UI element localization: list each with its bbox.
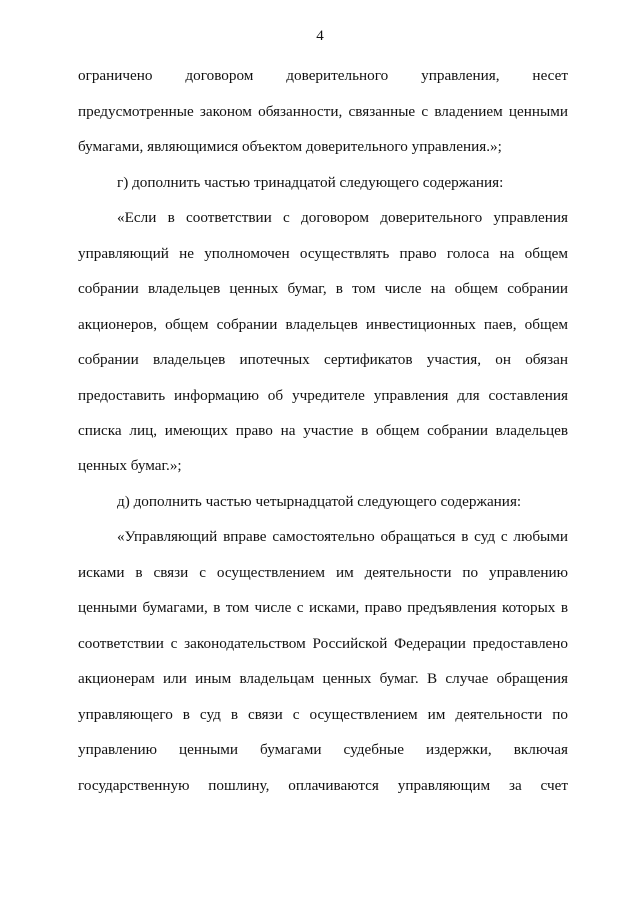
text-line: ограничено договором доверительного управления, несет: [78, 67, 568, 84]
text-line: государственную пошлину, оплачиваются управляющим за счет: [78, 777, 568, 794]
text-line: г) дополнить частью тринадцатой следующего содержания:: [117, 174, 504, 191]
text-line: управлению ценными бумагами судебные издержки, включая: [78, 741, 568, 758]
text-line: предоставить информацию об учредителе управления для составления: [78, 387, 568, 404]
text-line: списка лиц, имеющих право на участие в общем собрании владельцев: [78, 422, 568, 439]
text-line: соответствии с законодательством Российской Федерации предоставлено: [78, 635, 568, 652]
text-line: «Управляющий вправе самостоятельно обращаться в суд с любыми: [117, 528, 568, 545]
text-line: ценными бумагами, в том числе с исками, право предъявления которых в: [78, 599, 568, 616]
text-line: ценных бумаг.»;: [78, 457, 182, 474]
page-number: 4: [316, 28, 324, 44]
text-line: управляющий не уполномочен осуществлять право голоса на общем: [78, 245, 568, 262]
text-line: «Если в соответствии с договором доверительного управления: [117, 209, 568, 226]
text-line: собрании владельцев ценных бумаг, в том числе на общем собрании: [78, 280, 568, 297]
text-line: управляющего в суд в связи с осуществлением им деятельности по: [78, 706, 568, 723]
text-line: акционерам или иным владельцам ценных бумаг. В случае обращения: [78, 670, 568, 687]
text-line: собрании владельцев ипотечных сертификатов участия, он обязан: [78, 351, 568, 368]
text-line: д) дополнить частью четырнадцатой следующего содержания:: [117, 493, 522, 510]
text-line: акционеров, общем собрании владельцев инвестиционных паев, общем: [78, 316, 568, 333]
text-line: бумагами, являющимися объектом доверительного управления.»;: [78, 138, 502, 155]
text-line: исками в связи с осуществлением им деятельности по управлению: [78, 564, 568, 581]
text-line: предусмотренные законом обязанности, связанные с владением ценными: [78, 103, 568, 120]
